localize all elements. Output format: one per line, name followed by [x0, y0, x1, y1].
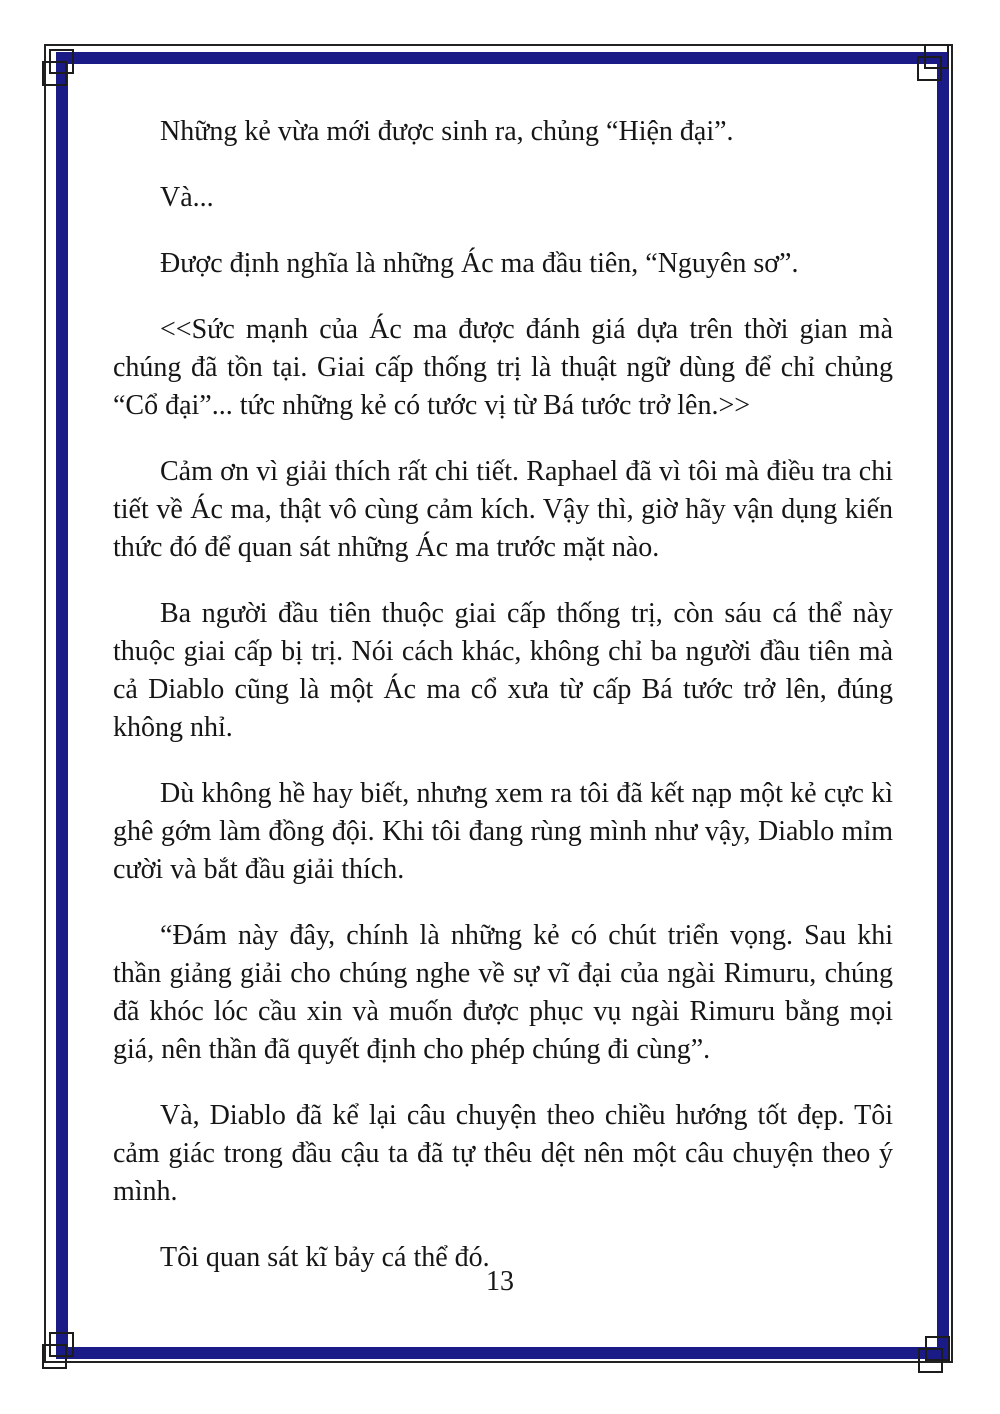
border-corner-square [917, 56, 942, 81]
border-corner-square [42, 61, 67, 86]
border-corner-square [918, 1348, 943, 1373]
border-corner-square [42, 1344, 67, 1369]
paragraph: Tôi quan sát kĩ bảy cá thể đó. [160, 1242, 490, 1273]
paragraph: Và, Diablo đã kể lại câu chuyện theo chiều hướng tốt đẹp. Tôi cảm giác trong đầu cậu ta đã tự thêu dệt nên một câu chuyện theo ý mình. [113, 1100, 893, 1207]
paragraph: Cảm ơn vì giải thích rất chi tiết. Raphael đã vì tôi mà điều tra chi tiết về Ác ma, thật vô cùng cảm kích. Vậy thì, giờ hãy vận dụng kiến thức đó để quan sát những Ác ma trước mặt nào. [113, 456, 893, 563]
paragraph: Dù không hề hay biết, nhưng xem ra tôi đã kết nạp một kẻ cực kì ghê gớm làm đồng đội. Khi tôi đang rùng mình như vậy, Diablo mỉm cười và bắt đầu giải thích. [113, 778, 893, 885]
paragraph: Được định nghĩa là những Ác ma đầu tiên, “Nguyên sơ”. [160, 248, 799, 279]
paragraph: <<Sức mạnh của Ác ma được đánh giá dựa trên thời gian mà chúng đã tồn tại. Giai cấp thống trị là thuật ngữ dùng để chỉ chủng “Cổ đại”... tức những kẻ có tước vị từ Bá tước trở lên.>> [113, 314, 893, 421]
paragraph: Và... [160, 182, 214, 213]
paragraph: Những kẻ vừa mới được sinh ra, chủng “Hiện đại”. [160, 116, 734, 147]
page-number: 13 [486, 1266, 514, 1297]
text-block [113, 113, 893, 1305]
paragraph: “Đám này đây, chính là những kẻ có chút triển vọng. Sau khi thần giảng giải cho chúng nghe về sự vĩ đại của ngài Rimuru, chúng đã khóc lóc cầu xin và muốn được phục vụ ngài Rimuru bằng mọi giá, nên thần đã quyết định cho phép chúng đi cùng”. [113, 920, 893, 1065]
paragraph: Ba người đầu tiên thuộc giai cấp thống trị, còn sáu cá thể này thuộc giai cấp bị trị. Nói cách khác, không chỉ ba người đầu tiên mà cả Diablo cũng là một Ác ma cổ xưa từ cấp Bá tước trở lên, đúng không nhỉ. [113, 598, 893, 743]
